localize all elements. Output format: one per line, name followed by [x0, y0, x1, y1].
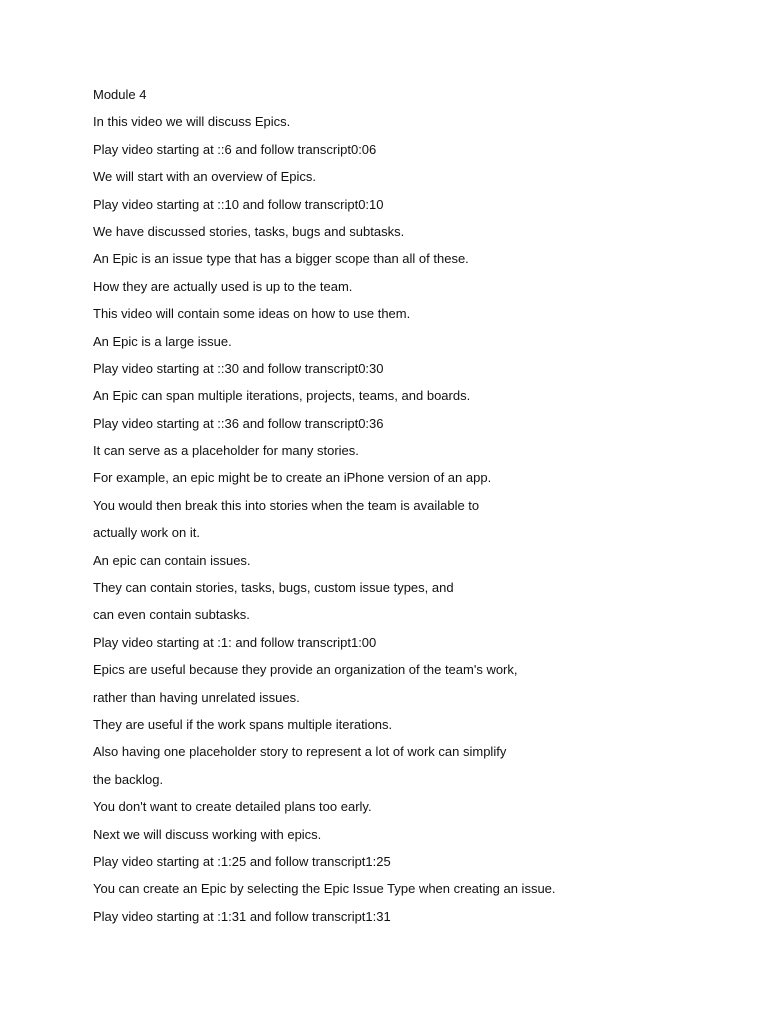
- timestamp-line: Play video starting at :1:25 and follow transcript1:25: [93, 853, 391, 869]
- timestamp-line: Play video starting at ::30 and follow transcript0:30: [93, 360, 384, 376]
- timestamp-line: Play video starting at :1:31 and follow transcript1:31: [93, 908, 391, 924]
- text-line: This video will contain some ideas on how to use them.: [93, 306, 411, 322]
- text-line: How they are actually used is up to the team.: [93, 278, 353, 294]
- text-line: For example, an epic might be to create an iPhone version of an app.: [93, 470, 492, 486]
- text-line: An Epic is a large issue.: [93, 333, 232, 349]
- text-line: the backlog.: [93, 771, 164, 787]
- text-line: It can serve as a placeholder for many stories.: [93, 443, 359, 459]
- document-title: Module 4: [93, 87, 147, 102]
- text-line: In this video we will discuss Epics.: [93, 114, 291, 130]
- timestamp-line: Play video starting at :1: and follow transcript1:00: [93, 634, 377, 650]
- text-line: They can contain stories, tasks, bugs, custom issue types, and: [93, 580, 454, 596]
- text-line: Epics are useful because they provide an organization of the team's work,: [93, 662, 518, 678]
- text-line: An epic can contain issues.: [93, 552, 251, 568]
- text-line: We will start with an overview of Epics.: [93, 169, 316, 185]
- text-line: can even contain subtasks.: [93, 607, 250, 623]
- text-line: Also having one placeholder story to represent a lot of work can simplify: [93, 744, 507, 760]
- text-line: You don't want to create detailed plans too early.: [93, 799, 372, 815]
- timestamp-line: Play video starting at ::36 and follow transcript0:36: [93, 415, 384, 431]
- text-line: You would then break this into stories when the team is available to: [93, 497, 480, 513]
- text-line: They are useful if the work spans multiple iterations.: [93, 716, 393, 732]
- text-line: Next we will discuss working with epics.: [93, 826, 322, 842]
- text-line: An Epic is an issue type that has a bigger scope than all of these.: [93, 251, 469, 267]
- text-line: An Epic can span multiple iterations, projects, teams, and boards.: [93, 388, 471, 404]
- transcript-text: [93, 86, 733, 935]
- timestamp-line: Play video starting at ::6 and follow transcript0:06: [93, 141, 377, 157]
- text-line: We have discussed stories, tasks, bugs and subtasks.: [93, 223, 405, 239]
- text-line: actually work on it.: [93, 525, 200, 541]
- text-line: You can create an Epic by selecting the Epic Issue Type when creating an issue.: [93, 881, 556, 897]
- timestamp-line: Play video starting at ::10 and follow transcript0:10: [93, 196, 384, 212]
- text-line: rather than having unrelated issues.: [93, 689, 300, 705]
